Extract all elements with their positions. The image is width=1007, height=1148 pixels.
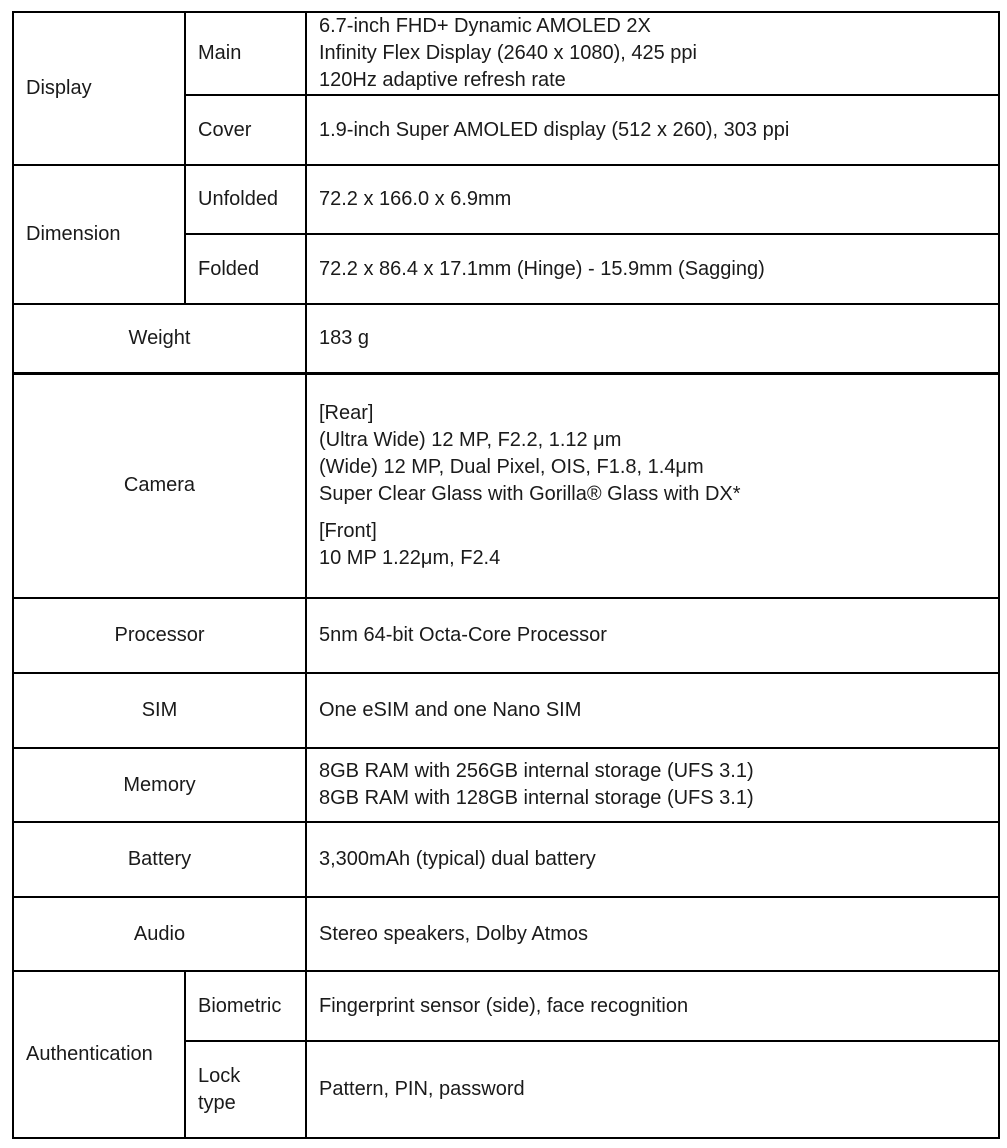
spec-table: [12, 11, 1000, 1139]
row-weight: [13, 304, 999, 373]
value-display-main: [306, 12, 999, 95]
value-line: (Wide) 12 MP, Dual Pixel, OIS, F1.8, 1.4μm: [319, 455, 704, 478]
label-weight: Weight: [13, 304, 306, 373]
value-line: Super Clear Glass with Gorilla® Glass with DX*: [319, 482, 741, 505]
value-audio: Stereo speakers, Dolby Atmos: [306, 897, 999, 971]
value-line: Infinity Flex Display (2640 x 1080), 425 ppi: [319, 42, 697, 64]
sublabel-line: type: [198, 1091, 236, 1114]
value-line: 6.7-inch FHD+ Dynamic AMOLED 2X: [319, 15, 651, 37]
row-dimension-unfolded: [13, 165, 999, 234]
value-display-cover: 1.9-inch Super AMOLED display (512 x 260), 303 ppi: [306, 95, 999, 165]
value-dimension-folded: 72.2 x 86.4 x 17.1mm (Hinge) - 15.9mm (Sagging): [306, 234, 999, 304]
label-sim: SIM: [13, 673, 306, 748]
row-display-main: [13, 12, 999, 95]
sublabel-lock-type: [185, 1041, 306, 1138]
spacer: [319, 508, 986, 518]
sublabel-biometric: Biometric: [185, 971, 306, 1041]
sublabel-unfolded: Unfolded: [185, 165, 306, 234]
value-weight: 183 g: [306, 304, 999, 373]
row-battery: [13, 822, 999, 897]
label-memory: Memory: [13, 748, 306, 822]
value-sim: One eSIM and one Nano SIM: [306, 673, 999, 748]
row-authentication-biometric: [13, 971, 999, 1041]
row-processor: [13, 598, 999, 673]
sublabel-main: Main: [185, 12, 306, 95]
sublabel-cover: Cover: [185, 95, 306, 165]
value-dimension-unfolded: 72.2 x 166.0 x 6.9mm: [306, 165, 999, 234]
label-dimension: Dimension: [13, 165, 185, 304]
value-line: [Rear]: [319, 401, 374, 424]
row-memory: [13, 748, 999, 822]
label-processor: Processor: [13, 598, 306, 673]
row-sim: [13, 673, 999, 748]
value-lock-type: Pattern, PIN, password: [306, 1041, 999, 1138]
value-memory: [306, 748, 999, 822]
value-line: 10 MP 1.22μm, F2.4: [319, 546, 501, 569]
value-line: 8GB RAM with 256GB internal storage (UFS 3.1): [319, 760, 754, 782]
value-processor: 5nm 64-bit Octa-Core Processor: [306, 598, 999, 673]
value-line: [Front]: [319, 519, 377, 542]
value-line: 120Hz adaptive refresh rate: [319, 69, 566, 91]
sublabel-folded: Folded: [185, 234, 306, 304]
value-camera: [306, 373, 999, 598]
value-line: 8GB RAM with 128GB internal storage (UFS 3.1): [319, 787, 754, 809]
label-authentication: Authentication: [13, 971, 185, 1138]
sublabel-line: Lock: [198, 1064, 241, 1087]
label-display: Display: [13, 12, 185, 165]
value-line: (Ultra Wide) 12 MP, F2.2, 1.12 μm: [319, 428, 622, 451]
value-battery: 3,300mAh (typical) dual battery: [306, 822, 999, 897]
value-biometric: Fingerprint sensor (side), face recognition: [306, 971, 999, 1041]
label-camera: Camera: [13, 373, 306, 598]
row-camera: [13, 373, 999, 598]
row-audio: [13, 897, 999, 971]
label-battery: Battery: [13, 822, 306, 897]
label-audio: Audio: [13, 897, 306, 971]
